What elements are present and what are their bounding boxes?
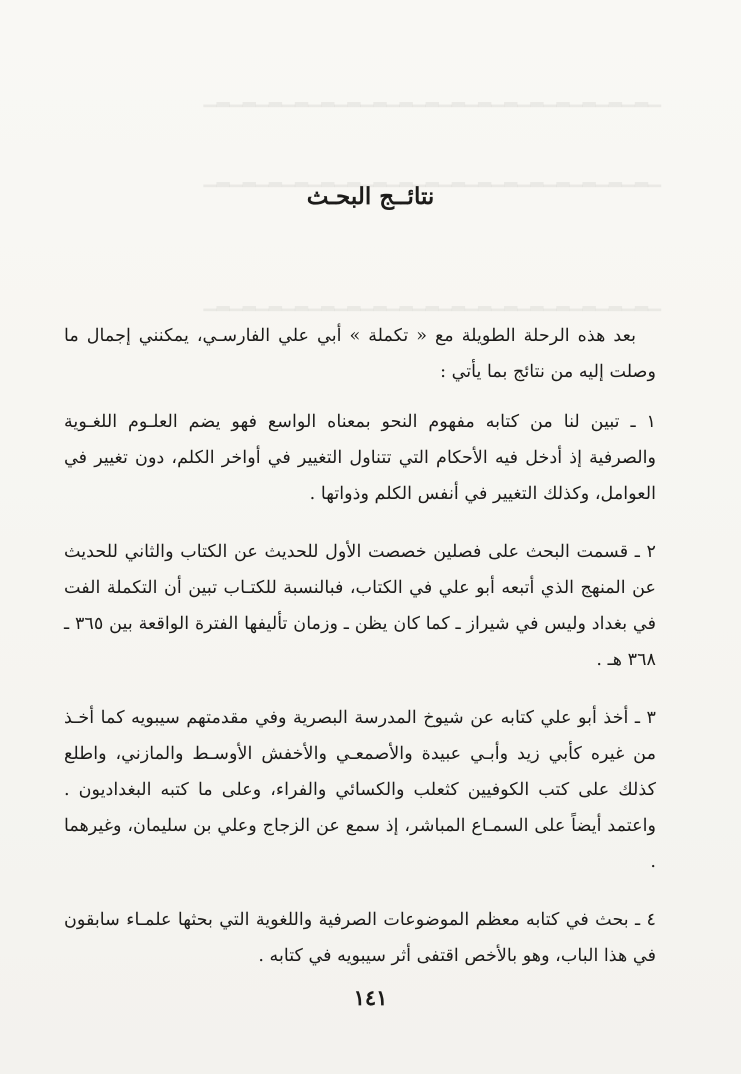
- finding-paragraph-2: ٢ ـ قسمت البحث على فصلين خصصت الأول للحديث عن الكتاب والثاني للحديث عن المنهج الذي أتبعه أبو علي في الكتاب، فبالنسبة للكتـاب تبين أن التكملة الفت في بغداد وليس في شيراز ـ كما كان يظن ـ وزمان تأليفها الفترة الواقعة بين ٣٦٥ ـ ٣٦٨ هـ .: [64, 542, 657, 670]
- bleed-through-decoration: ▁▂▁▂▁▂▁▂▁▂▁▂▁▂▁▂▁▂▁▂▁▂▁▂▁▂▁▂▁▂▁▂▁▂▁: [203, 292, 661, 312]
- bleed-through-decoration: ▁▂▁▂▁▂▁▂▁▂▁▂▁▂▁▂▁▂▁▂▁▂▁▂▁▂▁▂▁▂▁▂▁▂▁: [203, 168, 661, 188]
- finding-paragraph-1: ١ ـ تبين لنا من كتابه مفهوم النحو بمعناه الواسع فهو يضم العلـوم اللغـوية والصرفية إذ أدخل فيه الأحكام التي تتناول التغيير في أواخر الكلم، دون تغيير في العوامل، وكذلك التغيير في أنفس الكلم وذواتها .: [64, 412, 656, 504]
- bleed-through-decoration: ▁▂▁▂▁▂▁▂▁▂▁▂▁▂▁▂▁▂▁▂▁▂▁▂▁▂▁▂▁▂▁▂▁▂▁: [203, 88, 661, 108]
- body-text: [64, 318, 656, 996]
- page-title: نتائــج البحـث: [306, 183, 435, 210]
- intro-paragraph: بعد هذه الرحلة الطويلة مع « تكملة » أبي علي الفارسـي، يمكنني إجمال ما وصلت إليه من نتائج بما يأتي :: [64, 326, 656, 382]
- finding-paragraph-3: ٣ ـ أخذ أبو علي كتابه عن شيوخ المدرسة البصرية وفي مقدمتهم سيبويه كما أخـذ من غيره كأبي زيد وأبـي عبيدة والأصمعـي والأخفش الأوسـط والمازني، واطلع كذلك على كتب الكوفيين كثعلب والكسائي والفراء، وعلى ما كتبه البغداديون . واعتمد أيضاً على السمـاع المباشر، إذ سمع عن الزجاج وعلي بن سليمان، وغيرهما .: [64, 708, 656, 872]
- finding-paragraph-4: ٤ ـ بحث في كتابه معظم الموضوعات الصرفية واللغوية التي بحثها علمـاء سابقون في هذا الباب، وهو بالأخص اقتفى أثر سيبويه في كتابه .: [64, 910, 656, 966]
- page-number: ١٤١: [353, 985, 388, 1010]
